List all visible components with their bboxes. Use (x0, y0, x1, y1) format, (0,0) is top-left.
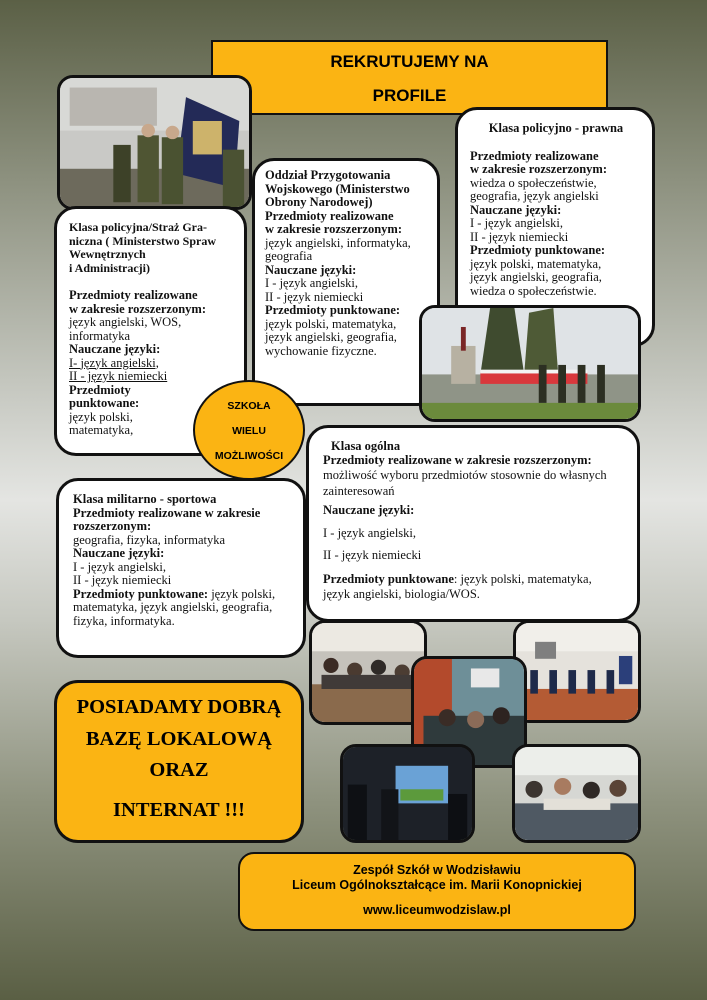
card-title: Klasa policyjno - prawna (488, 121, 624, 135)
base-line: POSIADAMY DOBRĄ (76, 696, 282, 718)
lang-item: I - język angielski, (470, 216, 564, 230)
points-label: Przedmioty punktowane: (470, 243, 606, 257)
photo-projector-screen (340, 744, 475, 843)
header-line-2: PROFILE (372, 86, 447, 105)
points-item: fizyka, informatyka. (73, 613, 175, 628)
lang-label: Nauczane języki: (323, 503, 415, 517)
ext-item: geografia (265, 249, 313, 263)
points-label: Przedmioty (69, 382, 131, 397)
photo-flag-parade (419, 305, 641, 422)
card-klasa-militarno-sportowa (56, 478, 306, 658)
points-item: : język polski, matematyka, (453, 571, 592, 586)
points-item: język polski, (69, 409, 133, 424)
header-line-1: REKRUTUJEMY NA (330, 52, 489, 71)
badge-szkola-wielu-mozliwosci (193, 380, 305, 480)
footer-school-name: Zespół Szkół w Wodzisławiu (353, 863, 521, 877)
ext-label: rozszerzonym: (73, 519, 152, 533)
points-item: język polski, matematyka, (265, 316, 397, 331)
lang-label: Nauczane języki: (69, 342, 161, 356)
ext-item: wiedza o społeczeństwie, (470, 175, 597, 190)
footer-lyceum-name: Liceum Ogólnokształcące im. Marii Konopnickiej (292, 878, 582, 892)
points-label: Przedmioty punktowane: (265, 303, 401, 317)
lang-item: I - język angielski, (73, 559, 167, 574)
photo-gym-cheerleaders (513, 620, 641, 723)
ext-item: język angielski, WOS, (69, 315, 182, 329)
photo-classroom-students (309, 620, 427, 725)
card-title: Klasa ogólna (331, 439, 401, 453)
card-klasa-ogolna (306, 425, 640, 622)
lang-label: Nauczane języki: (470, 202, 562, 217)
lang-item: II - język niemiecki (323, 548, 422, 562)
lang-item: II - język niemiecki (73, 573, 172, 587)
points-line (73, 588, 295, 602)
lang-item: I - język angielski, (265, 276, 359, 290)
points-item: język polski, matematyka, (470, 256, 602, 271)
footer-school-info (238, 852, 636, 931)
points-item: wychowanie fizyczne. (265, 343, 377, 358)
ext-label: Przedmioty realizowane (69, 288, 198, 302)
box-baza-lokalowa-internat (54, 680, 304, 843)
circle-line: WIELU (232, 425, 266, 437)
card-title: Wewnętrznych (69, 247, 146, 261)
ext-item: geografia, fizyka, informatyka (73, 532, 226, 547)
ext-label: Przedmioty realizowane w zakresie (73, 505, 261, 520)
card-title: niczna ( Ministerstwo Spraw (69, 233, 216, 248)
lang-item: I - język angielski, (323, 525, 417, 540)
points-item: język angielski, geografia, (470, 270, 602, 284)
card-title: Klasa policyjna/Straż Gra- (69, 220, 207, 234)
ext-item: możliwość wyboru przedmiotów stosownie do własnych (323, 468, 607, 482)
circle-line: MOŻLIWOŚCI (214, 450, 284, 462)
base-line: BAZĘ LOKALOWĄ (85, 728, 273, 750)
ext-label: w zakresie rozszerzonym: (470, 162, 607, 176)
points-item: język polski, (208, 586, 276, 601)
lang-label: Nauczane języki: (73, 546, 165, 560)
points-item: matematyka, język angielski, geografia, (73, 600, 273, 614)
points-item: język angielski, geografia, (265, 330, 397, 344)
card-title: Oddział Przygotowania (265, 168, 391, 182)
points-line (323, 572, 629, 586)
ext-item: geografia, język angielski (470, 189, 599, 203)
points-label: punktowane: (69, 396, 140, 410)
lang-label: Nauczane języki: (265, 262, 357, 277)
ext-item: język angielski, informatyka, (265, 235, 411, 250)
card-title: Obrony Narodowej) (265, 195, 373, 209)
points-label: Przedmioty punktowane (323, 571, 454, 586)
ext-label: Przedmioty realizowane (470, 148, 599, 163)
lang-item: II - język niemiecki (265, 289, 364, 304)
photo-banner-ceremony (57, 75, 252, 210)
circle-line: SZKOŁA (227, 400, 271, 412)
ext-label: Przedmioty realizowane w zakresie rozszerzonym: (323, 452, 592, 467)
card-oddzial-wojskowy (252, 158, 440, 406)
points-item: wiedza o społeczeństwie. (470, 283, 597, 298)
ext-item: zainteresowań (323, 483, 395, 498)
card-title: Wojskowego (Ministerstwo (265, 181, 410, 196)
footer-website-link[interactable]: www.liceumwodzislaw.pl (363, 903, 511, 917)
lang-item: II - język niemiecki (470, 229, 569, 244)
card-title: i Administracji) (69, 260, 150, 275)
points-item: matematyka, (69, 423, 134, 437)
ext-label: w zakresie rozszerzonym: (69, 301, 206, 316)
lang-item: I- język angielski, (69, 355, 159, 370)
header-banner (211, 40, 608, 115)
photo-group-meeting (512, 744, 641, 843)
base-line: ORAZ (149, 759, 209, 781)
lang-item: II - język niemiecki (69, 369, 168, 383)
base-line: INTERNAT !!! (113, 799, 245, 821)
card-title: Klasa militarno - sportowa (73, 492, 217, 506)
points-label: Przedmioty punktowane: (73, 586, 209, 601)
ext-label: Przedmioty realizowane (265, 208, 394, 223)
ext-label: w zakresie rozszerzonym: (265, 222, 402, 236)
points-item: język angielski, biologia/WOS. (323, 586, 480, 601)
ext-item: informatyka (69, 328, 131, 343)
